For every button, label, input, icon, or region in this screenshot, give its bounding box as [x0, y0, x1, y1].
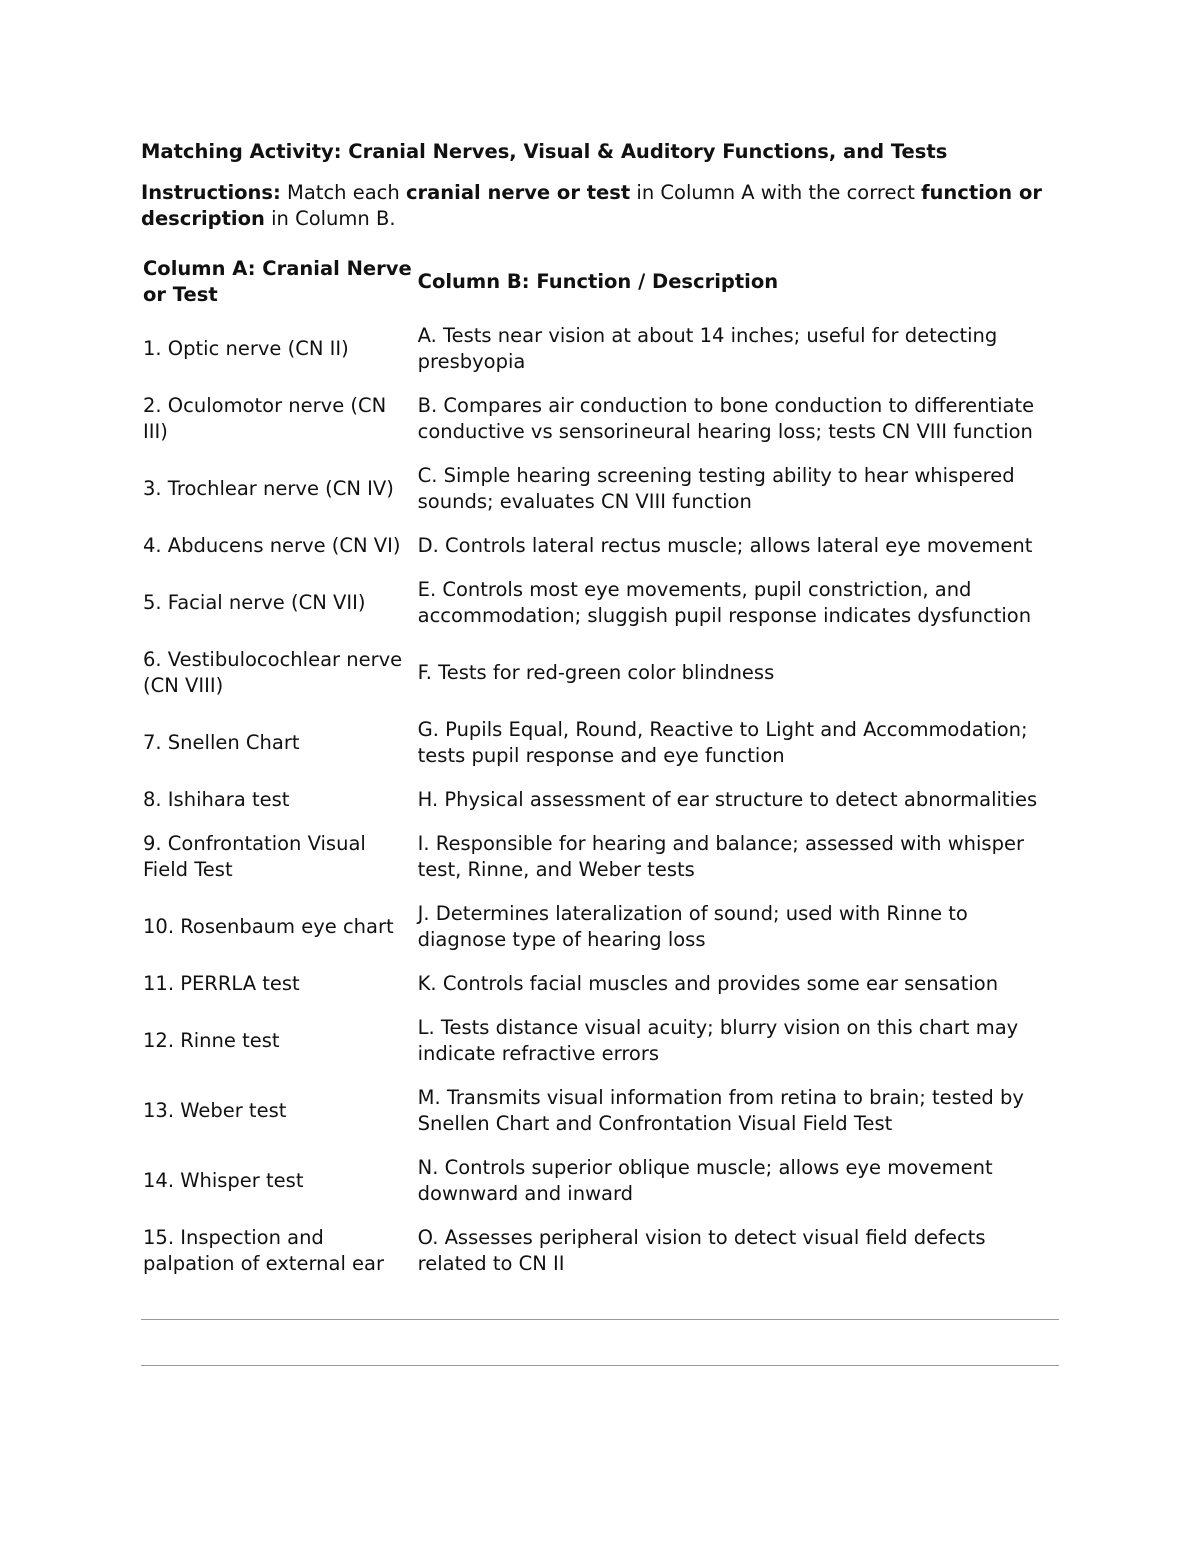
instructions-text-3: in Column B.: [264, 207, 396, 230]
divider-line: [141, 1319, 1059, 1320]
table-row: [141, 708, 1046, 778]
column-b-item: J. Determines lateralization of sound; used with Rinne to diagnose type of hearing loss: [417, 902, 968, 951]
column-b-item: B. Compares air conduction to bone conduction to differentiate conductive vs sensorineural hearing loss; tests CN VIII function: [417, 394, 1035, 443]
column-a-item: 7. Snellen Chart: [143, 731, 300, 754]
instructions-text-2: in Column A with the correct: [630, 181, 922, 204]
column-b-item: D. Controls lateral rectus muscle; allows lateral eye movement: [417, 534, 1033, 557]
instructions-text-1: Match each: [280, 181, 406, 204]
column-b-item: G. Pupils Equal, Round, Reactive to Light and Accommodation; tests pupil response and eye function: [417, 718, 1028, 767]
column-b-item: I. Responsible for hearing and balance; assessed with whisper test, Rinne, and Weber tests: [417, 832, 1024, 881]
column-a-item: 2. Oculomotor nerve (CN III): [143, 394, 387, 443]
divider-line: [141, 1365, 1059, 1366]
column-a-item: 14. Whisper test: [143, 1169, 304, 1192]
column-b-item: E. Controls most eye movements, pupil constriction, and accommodation; sluggish pupil response indicates dysfunction: [417, 578, 1032, 627]
table-row: [141, 1146, 1046, 1216]
table-row: [141, 962, 1046, 1006]
table-row: [141, 384, 1046, 454]
matching-table: [141, 250, 1046, 1286]
column-a-item: 1. Optic nerve (CN II): [143, 337, 349, 360]
column-b-item: L. Tests distance visual acuity; blurry vision on this chart may indicate refractive errors: [417, 1016, 1019, 1065]
column-a-item: 4. Abducens nerve (CN VI): [143, 534, 401, 557]
table-header-row: [141, 250, 1046, 314]
table-row: [141, 892, 1046, 962]
document-page: [141, 138, 1059, 1286]
instructions: [141, 180, 1059, 232]
column-a-item: 8. Ishihara test: [143, 788, 290, 811]
table-row: [141, 568, 1046, 638]
table-row: [141, 524, 1046, 568]
table-row: [141, 1216, 1046, 1286]
column-a-item: 5. Facial nerve (CN VII): [143, 591, 366, 614]
table-body: [141, 314, 1046, 1286]
column-a-header: Column A: Cranial Nerve or Test: [143, 257, 412, 306]
instructions-bold-1: cranial nerve or test: [405, 181, 631, 204]
column-b-item: K. Controls facial muscles and provides some ear sensation: [417, 972, 999, 995]
column-a-item: 13. Weber test: [143, 1099, 287, 1122]
instructions-label: Instructions:: [141, 181, 281, 204]
column-a-item: 12. Rinne test: [143, 1029, 280, 1052]
column-a-item: 11. PERRLA test: [143, 972, 300, 995]
table-row: [141, 454, 1046, 524]
table-row: [141, 314, 1046, 384]
column-b-item: O. Assesses peripheral vision to detect visual field defects related to CN II: [417, 1226, 986, 1275]
column-b-item: N. Controls superior oblique muscle; allows eye movement downward and inward: [417, 1156, 993, 1205]
table-row: [141, 638, 1046, 708]
column-b-item: A. Tests near vision at about 14 inches; useful for detecting presbyopia: [417, 324, 998, 373]
column-a-item: 6. Vestibulocochlear nerve (CN VIII): [143, 648, 403, 697]
column-b-item: F. Tests for red-green color blindness: [417, 661, 775, 684]
column-b-item: M. Transmits visual information from retina to brain; tested by Snellen Chart and Confrontation Visual Field Test: [417, 1086, 1024, 1135]
column-a-item: 9. Confrontation Visual Field Test: [143, 832, 366, 881]
table-row: [141, 1076, 1046, 1146]
column-a-item: 10. Rosenbaum eye chart: [143, 915, 394, 938]
table-row: [141, 1006, 1046, 1076]
column-a-item: 15. Inspection and palpation of external ear: [143, 1226, 385, 1275]
column-a-item: 3. Trochlear nerve (CN IV): [143, 477, 394, 500]
table-row: [141, 822, 1046, 892]
page-title: Matching Activity: Cranial Nerves, Visual & Auditory Functions, and Tests: [141, 140, 948, 163]
instructions-bold-2: function or description: [141, 181, 1042, 230]
column-b-item: H. Physical assessment of ear structure to detect abnormalities: [417, 788, 1038, 811]
column-b-item: C. Simple hearing screening testing ability to hear whispered sounds; evaluates CN VIII function: [417, 464, 1015, 513]
column-b-header: Column B: Function / Description: [417, 270, 779, 293]
table-row: [141, 778, 1046, 822]
